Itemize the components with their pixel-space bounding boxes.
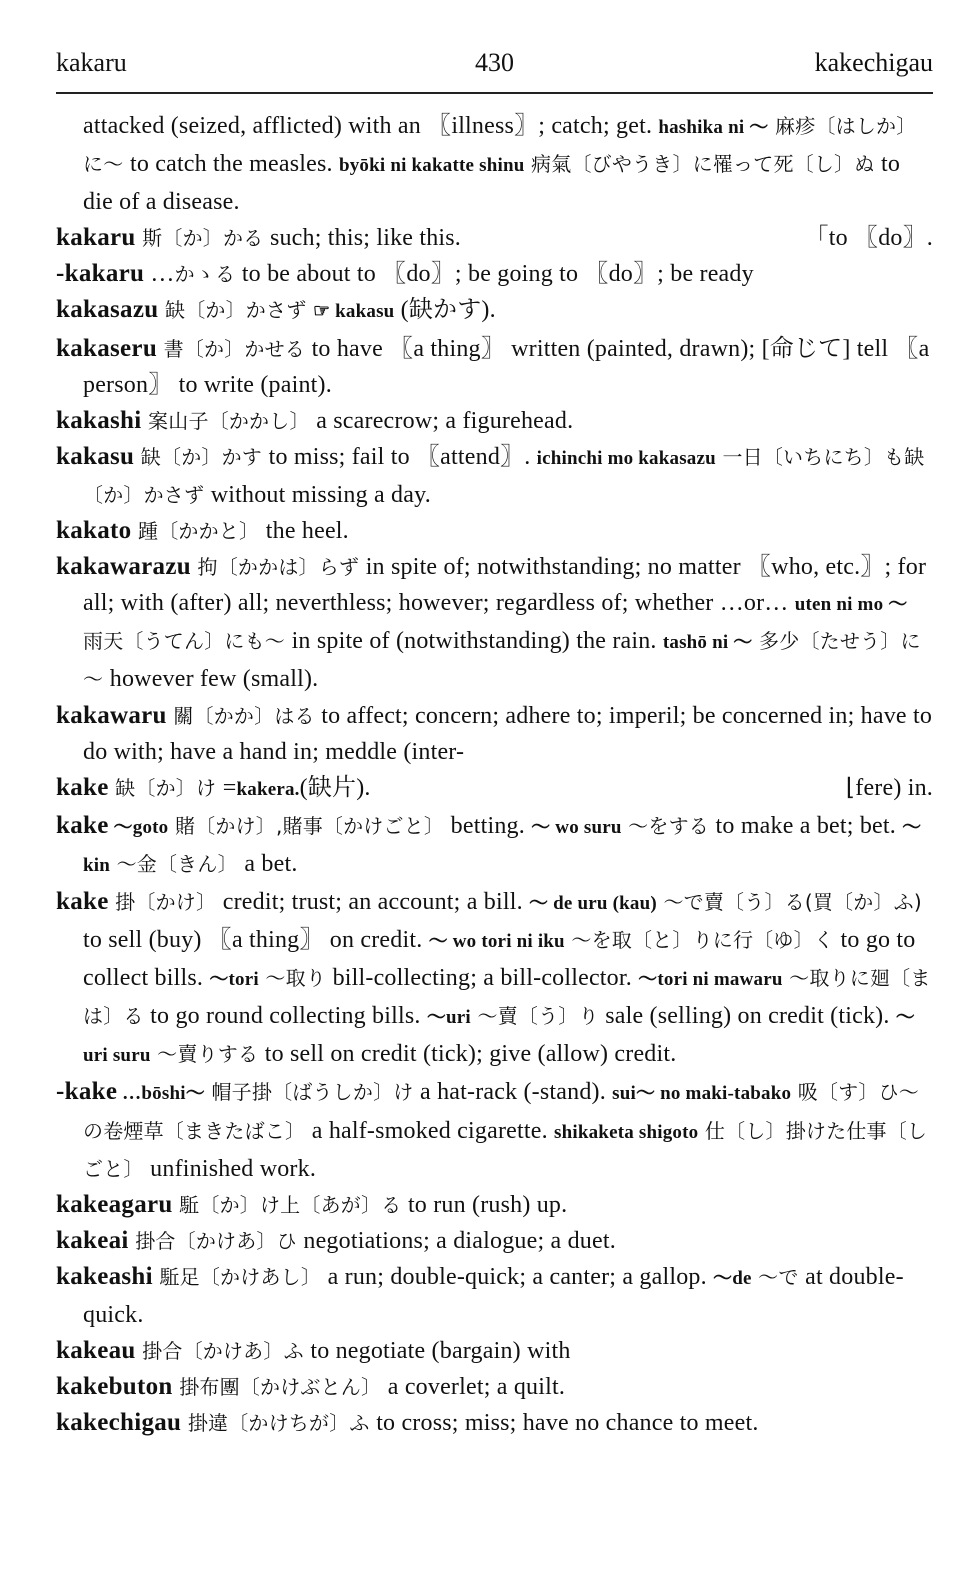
definition-text: to cross; miss; have no chance to meet. xyxy=(376,1410,759,1437)
definition-text: a hat-rack (-stand). xyxy=(420,1079,613,1106)
definition-text: to sell (buy) 〖a thing〗 on credit. xyxy=(83,927,429,954)
headword: kakashi xyxy=(56,406,142,434)
japanese-text: 多少〔たせう〕に～ xyxy=(83,629,921,692)
dictionary-entry xyxy=(56,1333,933,1369)
definition-text: to go round collecting bills. xyxy=(150,1003,427,1030)
romanized-example: ～de xyxy=(713,1267,752,1289)
header-first-guide-word: kakaru xyxy=(56,48,127,77)
definition-text: bill-collecting; a bill-collector. xyxy=(332,965,639,992)
definition-text: to miss; fail to 〖attend〗. xyxy=(268,443,537,470)
definition-text: at double-quick. xyxy=(83,1263,904,1328)
definition-text: to run (rush) up. xyxy=(407,1191,568,1218)
definition-text: a coverlet; a quilt. xyxy=(387,1374,566,1401)
headword: kakeashi xyxy=(56,1262,153,1290)
dictionary-entry xyxy=(56,439,933,513)
japanese-text: 缺〔か〕かす xyxy=(134,444,269,469)
page-header xyxy=(56,48,933,88)
dictionary-entry xyxy=(56,220,933,256)
headword: kakeagaru xyxy=(56,1190,173,1218)
dictionary-entry xyxy=(56,808,933,884)
japanese-text: ～取り xyxy=(258,966,333,991)
dictionary-entries xyxy=(56,108,933,1441)
japanese-text: 掛違〔かけちが〕ふ xyxy=(181,1411,377,1436)
headword: kakeau xyxy=(56,1337,136,1365)
definition-text: to catch the measles. xyxy=(129,151,339,178)
definition-text: the heel. xyxy=(265,518,349,545)
headword: kakawaru xyxy=(56,701,167,729)
romanized-example: ☞ kakasu xyxy=(312,301,395,323)
dictionary-entry xyxy=(56,331,933,403)
dictionary-entry xyxy=(56,698,933,770)
headword: kakeai xyxy=(56,1226,129,1254)
japanese-text: 仕〔し〕掛けた仕事〔しごと〕 xyxy=(83,1118,928,1181)
header-rule xyxy=(56,92,933,94)
definition-text: a run; double-quick; a canter; a gallop. xyxy=(327,1263,714,1290)
japanese-text: ～で xyxy=(751,1264,806,1289)
dictionary-entry xyxy=(56,256,933,292)
japanese-text: ～賣りする xyxy=(150,1042,265,1067)
japanese-text: 拘〔かかは〕らず xyxy=(190,555,366,580)
dictionary-entry xyxy=(56,1405,933,1441)
japanese-text: かゝる xyxy=(174,262,242,287)
romanized-example: uten ni mo ～ xyxy=(794,594,908,616)
dictionary-entry xyxy=(56,1259,933,1333)
romanized-example: ～ de uru (kau) xyxy=(528,892,657,914)
definition-text: negotiations; a dialogue; a duet. xyxy=(303,1227,616,1254)
definition-text: however few (small). xyxy=(109,666,319,693)
romanized-example: ～kin xyxy=(83,816,922,876)
dictionary-entry xyxy=(56,884,933,1074)
definition-text: a scarecrow; a figurehead. xyxy=(316,407,574,434)
japanese-text: 關〔かか〕はる xyxy=(166,703,322,728)
romanized-example: ichinchi mo kakasazu xyxy=(536,447,716,469)
romanized-example: ～ wo tori ni iku xyxy=(428,931,565,953)
dictionary-entry xyxy=(56,292,933,330)
japanese-text: 掛布團〔かけぶとん〕 xyxy=(172,1375,388,1400)
definition-text: credit; trust; an account; a bill. xyxy=(222,888,529,915)
dictionary-entry xyxy=(56,549,933,697)
romanized-example: ～uri suru xyxy=(83,1007,915,1067)
japanese-text: ～をする xyxy=(621,813,716,838)
japanese-text: 賭〔かけ〕,賭事〔かけごと〕 xyxy=(168,813,451,838)
japanese-text: 斯〔か〕かる xyxy=(135,226,270,251)
margin-continuation: ⌊fere) in. xyxy=(845,774,933,801)
dictionary-entry xyxy=(56,1187,933,1223)
headword: kakasu xyxy=(56,442,135,470)
definition-text: in spite of; notwithstanding; no matter 〖who, etc.〗; for all; with (after) all; neverthless; however; regardless of; whether …or… xyxy=(83,554,927,617)
romanized-example: hashika ni ～ xyxy=(658,117,769,138)
romanized-example: sui～ no maki-tabako xyxy=(612,1083,792,1105)
definition-text: = xyxy=(222,774,237,801)
dictionary-entry xyxy=(56,770,933,808)
romanized-example: ～uri xyxy=(426,1007,471,1029)
definition-text: a half-smoked cigarette. xyxy=(311,1117,554,1144)
japanese-text: 書〔か〕かせる xyxy=(157,336,312,361)
definition-text: attacked (seized, afflicted) with an 〖illness〗; catch; get. xyxy=(83,113,659,139)
dictionary-entry xyxy=(56,403,933,439)
japanese-text: 缺〔か〕かさず xyxy=(158,298,313,323)
definition-text: such; this; like this. xyxy=(269,225,462,252)
romanized-example: tashō ni ～ xyxy=(662,632,753,654)
romanized-example: ～tori xyxy=(209,969,259,991)
headword: -kake xyxy=(56,1078,118,1106)
japanese-text: 吸〔す〕ひ～の卷煙草〔まきたばこ〕 xyxy=(83,1080,919,1143)
japanese-text: ～金〔きん〕 xyxy=(110,851,245,876)
definition-text: to have 〖a thing〗 written (painted, drawn); [命じて] tell 〖a person〗 to write (paint). xyxy=(83,335,930,398)
romanized-example: kakera. xyxy=(236,778,300,800)
headword: kakebuton xyxy=(56,1373,173,1401)
japanese-text: 缺〔か〕け xyxy=(108,775,223,800)
japanese-text: 一日〔いちにち〕も缺〔か〕かさず xyxy=(83,444,925,507)
definition-text: (缺片). xyxy=(299,774,371,801)
dictionary-entry xyxy=(56,1074,933,1186)
headword: kake xyxy=(56,811,109,839)
headword: kakaseru xyxy=(56,334,158,362)
headword: kake xyxy=(56,887,109,915)
definition-text: to die of a disease. xyxy=(83,151,901,216)
headword: -kakaru xyxy=(56,260,145,288)
japanese-text: 掛合〔かけあ〕ふ xyxy=(135,1339,311,1364)
definition-text: to affect; concern; adhere to; imperil; be concerned in; have to do with; have a hand in; meddle (inter- xyxy=(83,702,933,765)
romanized-example: ～goto xyxy=(108,816,169,838)
romanized-example: ～ wo suru xyxy=(531,816,622,838)
margin-continuation: 「to 〖do〗. xyxy=(804,225,933,252)
definition-text: … xyxy=(144,261,175,288)
definition-text: in spite of (notwithstanding) the rain. xyxy=(291,628,663,655)
japanese-text: 帽子掛〔ばうしか〕け xyxy=(204,1080,421,1105)
headword: kake xyxy=(56,773,109,801)
dictionary-entry xyxy=(56,1223,933,1259)
romanized-example: byōki ni kakatte shinu xyxy=(338,155,525,177)
romanized-example: shikaketa shigoto xyxy=(554,1121,699,1143)
dictionary-entry xyxy=(56,1369,933,1405)
romanized-example: …bōshi～ xyxy=(117,1083,205,1105)
page-number: 430 xyxy=(475,48,514,77)
japanese-text: ～を取〔と〕りに行〔ゆ〕く xyxy=(564,928,841,953)
japanese-text: 駈足〔かけあし〕 xyxy=(152,1264,328,1289)
definition-text: (缺かす). xyxy=(394,297,496,324)
romanized-example: ～tori ni mawaru xyxy=(638,969,783,991)
definition-text: sale (selling) on credit (tick). xyxy=(605,1003,896,1030)
definition-text: a bet. xyxy=(244,850,298,877)
japanese-text: 踵〔かかと〕 xyxy=(131,519,266,544)
headword: kakasazu xyxy=(56,296,159,324)
definition-text: to be about to 〖do〗; be going to 〖do〗; be ready xyxy=(241,261,754,288)
japanese-text: 掛合〔かけあ〕ひ xyxy=(128,1228,304,1253)
dictionary-entry xyxy=(56,108,933,220)
japanese-text: 案山子〔かかし〕 xyxy=(141,408,317,433)
headword: kakechigau xyxy=(56,1409,182,1437)
japanese-text: 駈〔か〕け上〔あが〕る xyxy=(172,1192,408,1217)
definition-text: to go to collect bills. xyxy=(83,927,916,992)
definition-text: betting. xyxy=(450,812,532,839)
japanese-text: 麻疹〔はしか〕に～ xyxy=(83,114,917,177)
headword: kakato xyxy=(56,517,132,545)
header-last-guide-word: kakechigau xyxy=(814,48,933,77)
headword: kakawarazu xyxy=(56,553,191,581)
japanese-text: ～取りに廻〔まは〕る xyxy=(83,966,931,1029)
definition-text: to sell on credit (tick); give (allow) credit. xyxy=(264,1041,677,1068)
dictionary-entry xyxy=(56,513,933,549)
japanese-text: 病氣〔びやうき〕に罹って死〔し〕ぬ xyxy=(524,152,881,177)
definition-text: to make a bet; bet. xyxy=(715,812,903,839)
definition-text: unfinished work. xyxy=(150,1155,317,1182)
definition-text: without missing a day. xyxy=(210,481,431,508)
definition-text: to negotiate (bargain) with xyxy=(310,1338,571,1365)
japanese-text: ～で賣〔う〕る(買〔か〕ふ) xyxy=(656,889,922,914)
headword: kakaru xyxy=(56,224,136,252)
japanese-text: ～賣〔う〕り xyxy=(470,1004,606,1029)
japanese-text: 雨天〔うてん〕にも～ xyxy=(83,629,292,654)
japanese-text: 掛〔かけ〕 xyxy=(108,889,223,914)
